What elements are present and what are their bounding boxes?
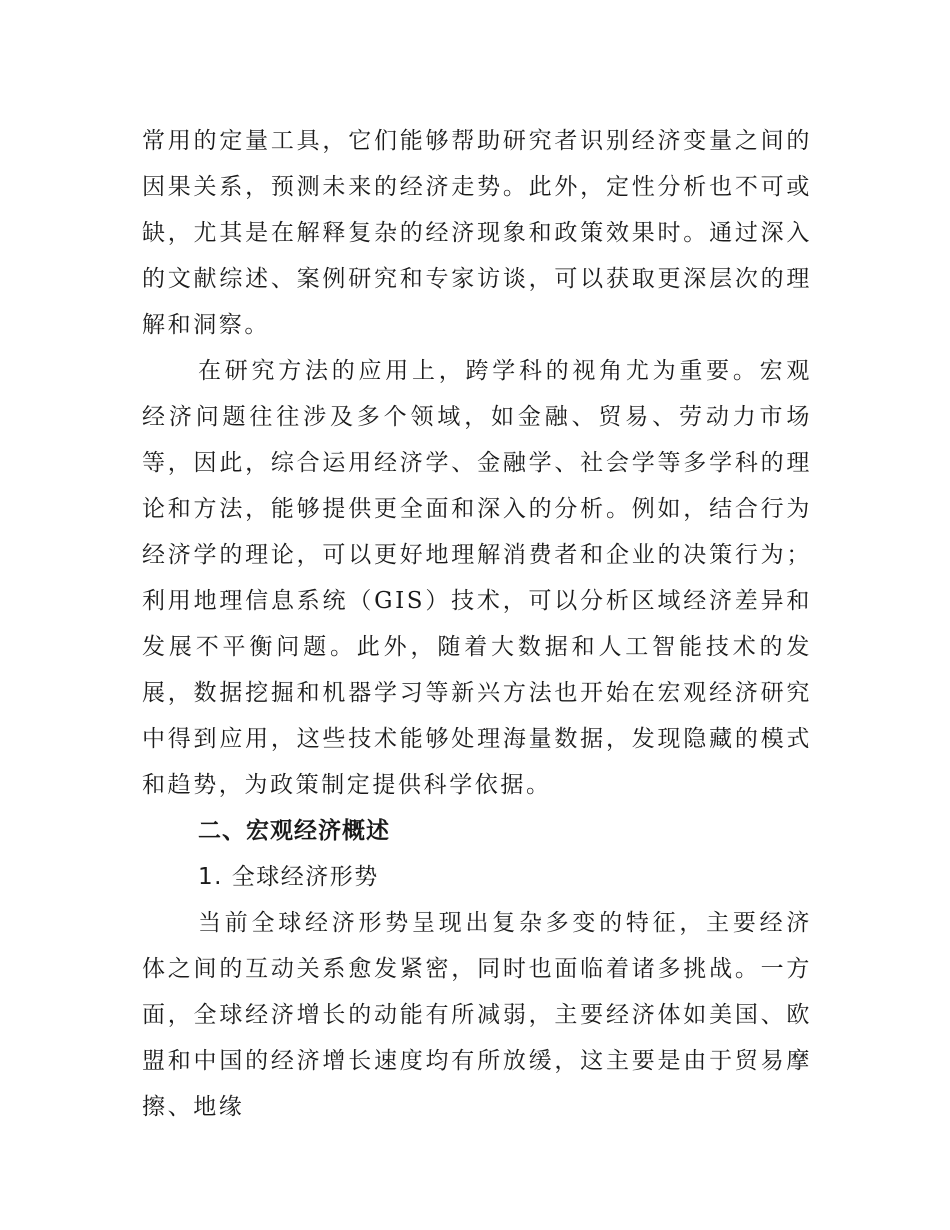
section-heading: 二、宏观经济概述	[198, 818, 390, 844]
paragraph-global-economy: 当前全球经济形势呈现出复杂多变的特征，主要经济体之间的互动关系愈发紧密，同时也面临着诸多挑战。一方面，全球经济增长的动能有所减弱，主要经济体如美国、欧盟和中国的经济增长速度均有所放缓，这主要是由于贸易摩擦、地缘	[142, 910, 812, 1120]
paragraph-continuation: 常用的定量工具，它们能够帮助研究者识别经济变量之间的因果关系，预测未来的经济走势。此外，定性分析也不可或缺，尤其是在解释复杂的经济现象和政策效果时。通过深入的文献综述、案例研究和专家访谈，可以获取更深层次的理解和洞察。	[142, 128, 812, 338]
paragraph-research-methods: 在研究方法的应用上，跨学科的视角尤为重要。宏观经济问题往往涉及多个领域，如金融、贸易、劳动力市场等，因此，综合运用经济学、金融学、社会学等多学科的理论和方法，能够提供更全面和深入的分析。例如，结合行为经济学的理论，可以更好地理解消费者和企业的决策行为；利用地理信息系统（GIS）技术，可以分析区域经济差异和发展不平衡问题。此外，随着大数据和人工智能技术的发展，数据挖掘和机器学习等新兴方法也开始在宏观经济研究中得到应用，这些技术能够处理海量数据，发现隐藏的模式和趋势，为政策制定提供科学依据。	[142, 358, 812, 798]
document-body	[142, 118, 812, 1130]
subsection-heading: 1. 全球经济形势	[198, 864, 379, 890]
